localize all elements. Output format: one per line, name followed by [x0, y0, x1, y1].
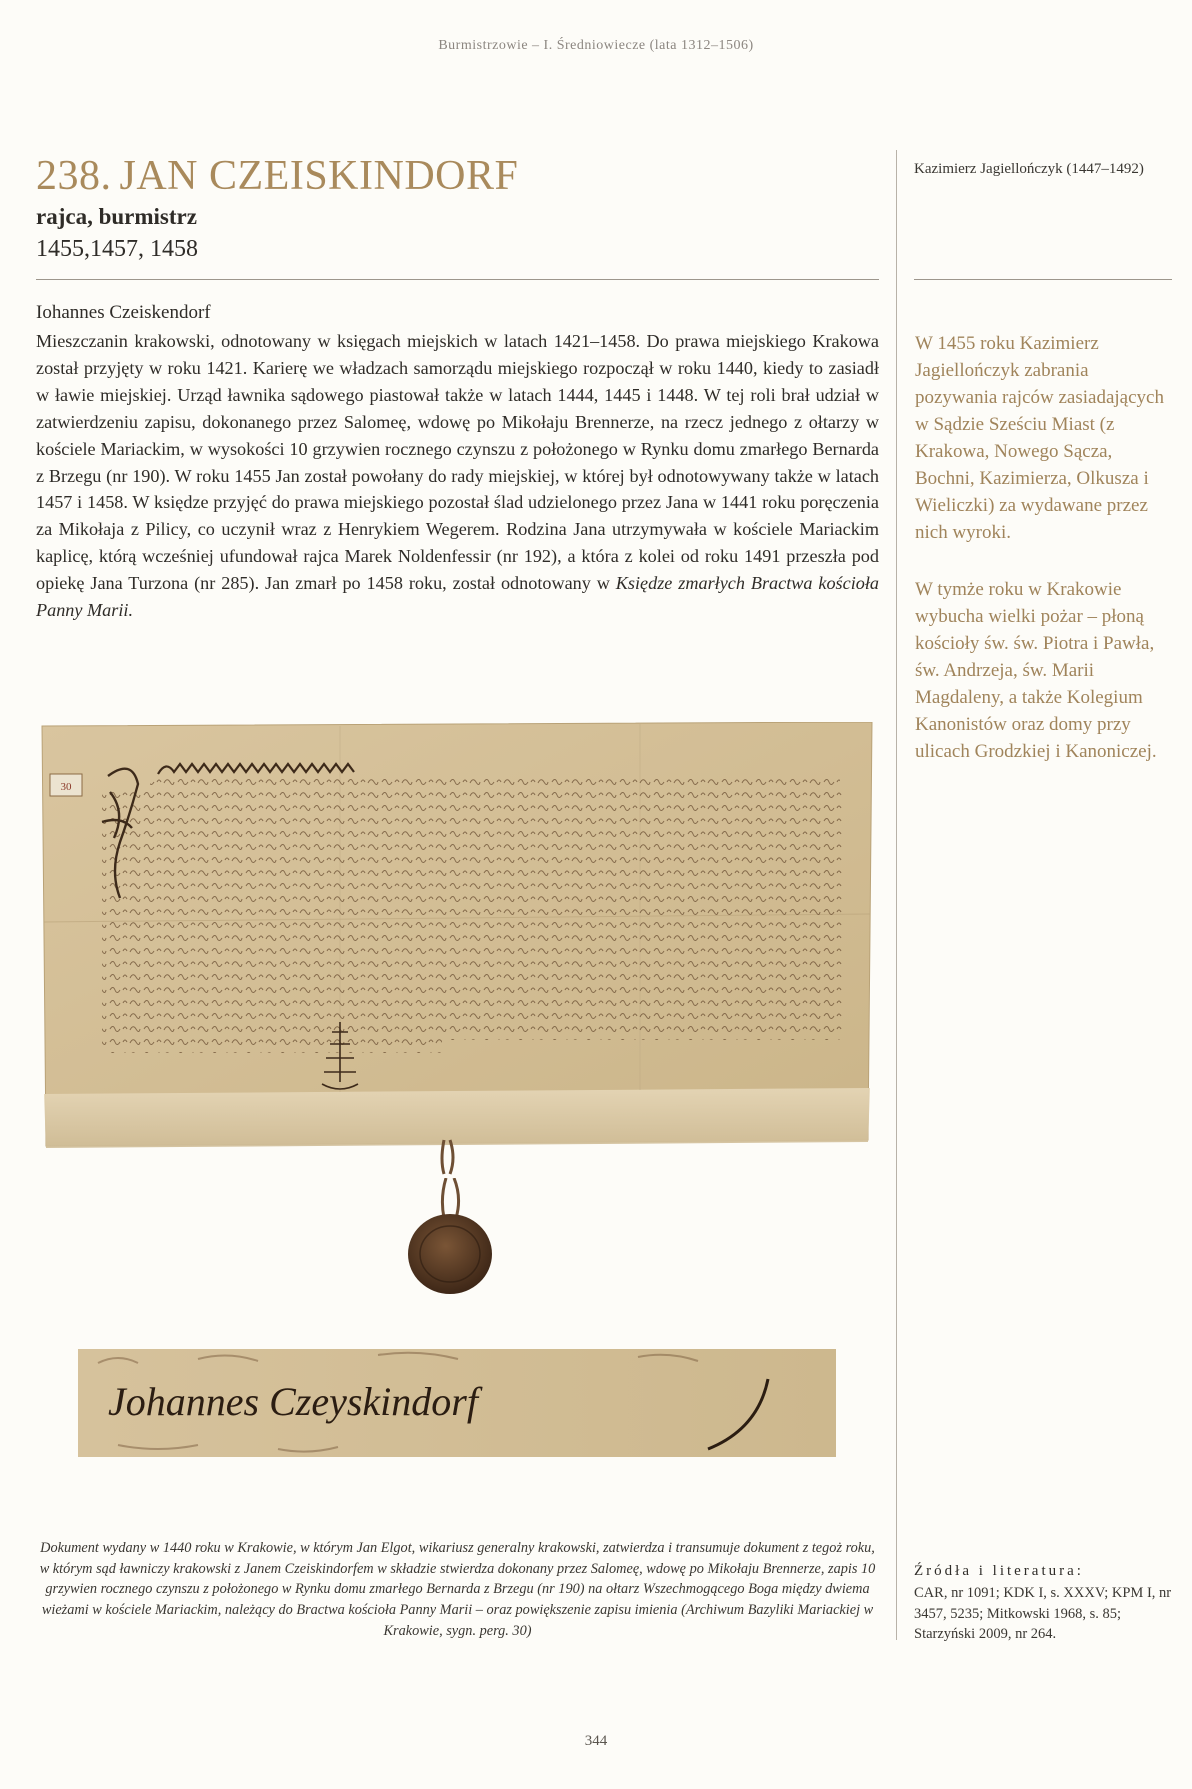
running-head: Burmistrzowie – I. Średniowiecze (lata 1312–1506) — [438, 38, 754, 53]
bleed-through-decoration — [560, 152, 570, 199]
sidebar-note-1: W 1455 roku Kazimierz Jagiellończyk zabrania pozywania rajców zasiadających w Sądzie Sześciu Miast (z Krakowa, Nowego Sącza, Bochni, Kazimierza, Olkusza i Wieliczki) za wydawane przez nich wyroki. — [915, 333, 1164, 543]
sidebar-divider — [914, 279, 1172, 280]
signature-text: Johannes Czeyskindorf — [108, 1379, 478, 1424]
biography-body: Mieszczanin krakowski, odnotowany w księgach miejskich w latach 1421–1458. Do prawa miejskiego Krakowa został przyjęty w roku 1421. Karierę we władzach samorządu miejskiego rozpoczął w roku 1440, kiedy to zasiadł w ławie miejskiej. Urząd ławnika sądowego piastował także w latach 1444, 1445 i 1448. W tej roli brał udział w zatwierdzeniu zapisu, dokonanego przez Salomeę, wdowę po Mikołaju Brennerze, na rzecz jednego z ołtarzy w kościele Mariackim, w wysokości 10 grzywien rocznego czynszu z położonego w Rynku domu zmarłego Bernarda z Brzegu (nr 190). W roku 1455 Jan został powołany do rady miejskiej, w której był odnotowywany także w latach 1457 i 1458. W księdze przyjęć do prawa miejskiego pozostał ślad udzielonego przez Jana w 1441 roku poręczenia za Mikołaja z Pilicy, co uczynił wraz z Henrykiem Wegerem. Rodzina Jana utrzymywała w kościele Mariackim kaplicę, którą wcześniej ufundował rajca Marek Noldenfessir (nr 192), a która z kolei od roku 1491 przeszła pod opiekę Jana Turzona (nr 285). Jan zmarł po 1458 roku, został odnotowany w — [36, 331, 879, 594]
entry-title — [36, 152, 518, 200]
sources-heading: Źródła i literatura: — [914, 1563, 1084, 1579]
figure-caption: Dokument wydany w 1440 roku w Krakowie, w którym Jan Elgot, wikariusz generalny krakowski, zatwierdza i transumuje dokument z tegoż roku, w którym sąd ławniczy krakowski z Janem Czeiskindorfem w składzie stwierdza dokonany przez Salomeę, wdowę po Mikołaju Brennerze, zapis 10 grzywien rocznego czynszu z położonego w Rynku domu zmarłego Bernarda z Brzegu (nr 190) na ołtarz Wszechmogącego Boga między dwiema wieżami w kościele Mariackim, należący do Bractwa kościoła Panny Marii – oraz powiększenie zapisu imienia (Archiwum Bazyliki Mariackiej w Krakowie, sygn. perg. 30) — [39, 1540, 876, 1639]
sidebar-note-2: W tymże roku w Krakowie wybucha wielki pożar – płoną kościoły św. św. Piotra i Pawła, św. Andrzeja, św. Marii Magdaleny, a także Kolegium Kanonistów oraz domy przy ulicach Grodzkiej i Kanoniczej. — [915, 579, 1157, 762]
column-divider — [896, 150, 897, 1640]
latin-name: Iohannes Czeiskendorf — [36, 302, 211, 323]
page-number: 344 — [584, 1733, 608, 1749]
ruler-header: Kazimierz Jagiellończyk (1447–1492) — [914, 161, 1144, 177]
entry-number: 238. — [36, 153, 112, 199]
archive-label: 30 — [60, 781, 72, 793]
entry-years: 1455,1457, 1458 — [36, 236, 198, 262]
manuscript-document-image — [40, 722, 874, 1182]
signature-detail-image — [78, 1349, 836, 1457]
entry-role: rajca, burmistrz — [36, 204, 197, 229]
wax-seal — [400, 1178, 500, 1298]
biography-text — [36, 328, 879, 624]
title-divider — [36, 279, 879, 280]
entry-name: JAN CZEISKINDORF — [119, 153, 519, 199]
sources-text: CAR, nr 1091; KDK I, s. XXXV; KPM I, nr 3457, 5235; Mitkowski 1968, s. 85; Starzyński 2009, nr 264. — [914, 1585, 1172, 1642]
biography-italic-title: Księdze zmarłych Bractwa kościoła Panny Marii. — [36, 573, 879, 621]
